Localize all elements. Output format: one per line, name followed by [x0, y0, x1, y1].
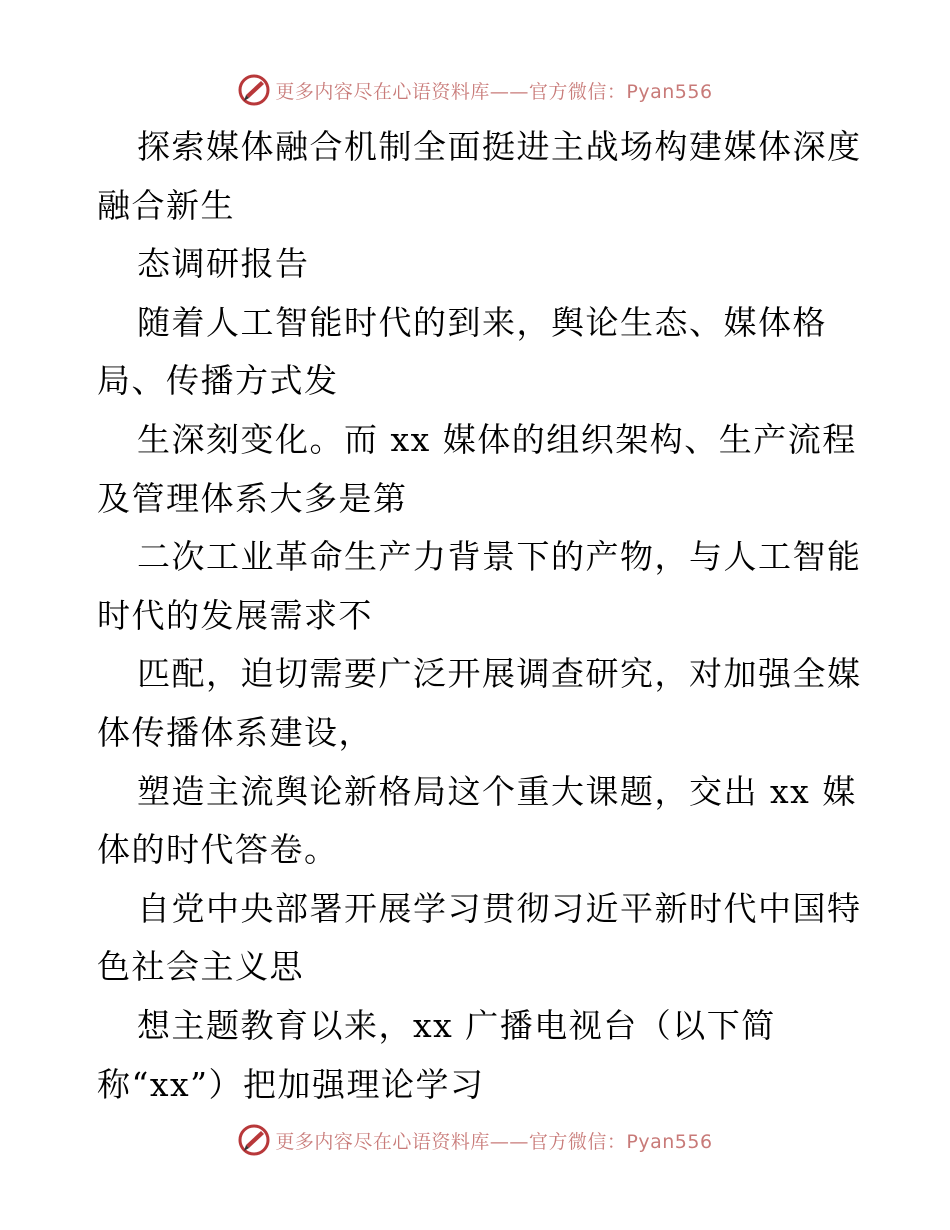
text-line: 态调研报告 — [137, 244, 310, 284]
text-line: 局、传播方式发 — [97, 361, 339, 401]
text-line: 称“xx”）把加强理论学习 — [97, 1064, 485, 1104]
brush-logo-icon — [237, 73, 271, 107]
banner-text: 更多内容尽在心语资料库——官方微信：Pyan556 — [275, 80, 713, 103]
text-line: 想主题教育以来，xx 广播电视台（以下简 — [137, 1005, 776, 1045]
text-line: 自党中央部署开展学习贯彻习近平新时代中国特 — [137, 888, 862, 928]
text-line: 时代的发展需求不 — [97, 595, 373, 635]
header-banner — [0, 70, 950, 110]
footer-banner — [0, 1120, 950, 1160]
text-line: 生深刻变化。而 xx 媒体的组织架构、生产流程 — [137, 419, 857, 459]
text-line: 塑造主流舆论新格局这个重大课题，交出 xx 媒 — [137, 771, 857, 811]
text-line: 二次工业革命生产力背景下的产物，与人工智能 — [137, 537, 862, 577]
text-line: 色社会主义思 — [97, 947, 304, 987]
text-line: 体传播体系建设， — [97, 712, 373, 752]
text-line: 匹配，迫切需要广泛开展调查研究，对加强全媒 — [137, 654, 862, 694]
text-line: 融合新生 — [97, 185, 235, 225]
brush-logo-icon — [237, 1123, 271, 1157]
banner-text: 更多内容尽在心语资料库——官方微信：Pyan556 — [275, 1130, 713, 1153]
text-line: 体的时代答卷。 — [97, 830, 339, 870]
text-line: 及管理体系大多是第 — [97, 478, 408, 518]
document-body — [97, 118, 862, 1114]
text-line: 探索媒体融合机制全面挺进主战场构建媒体深度 — [137, 127, 862, 166]
text-line: 随着人工智能时代的到来，舆论生态、媒体格 — [137, 302, 827, 342]
